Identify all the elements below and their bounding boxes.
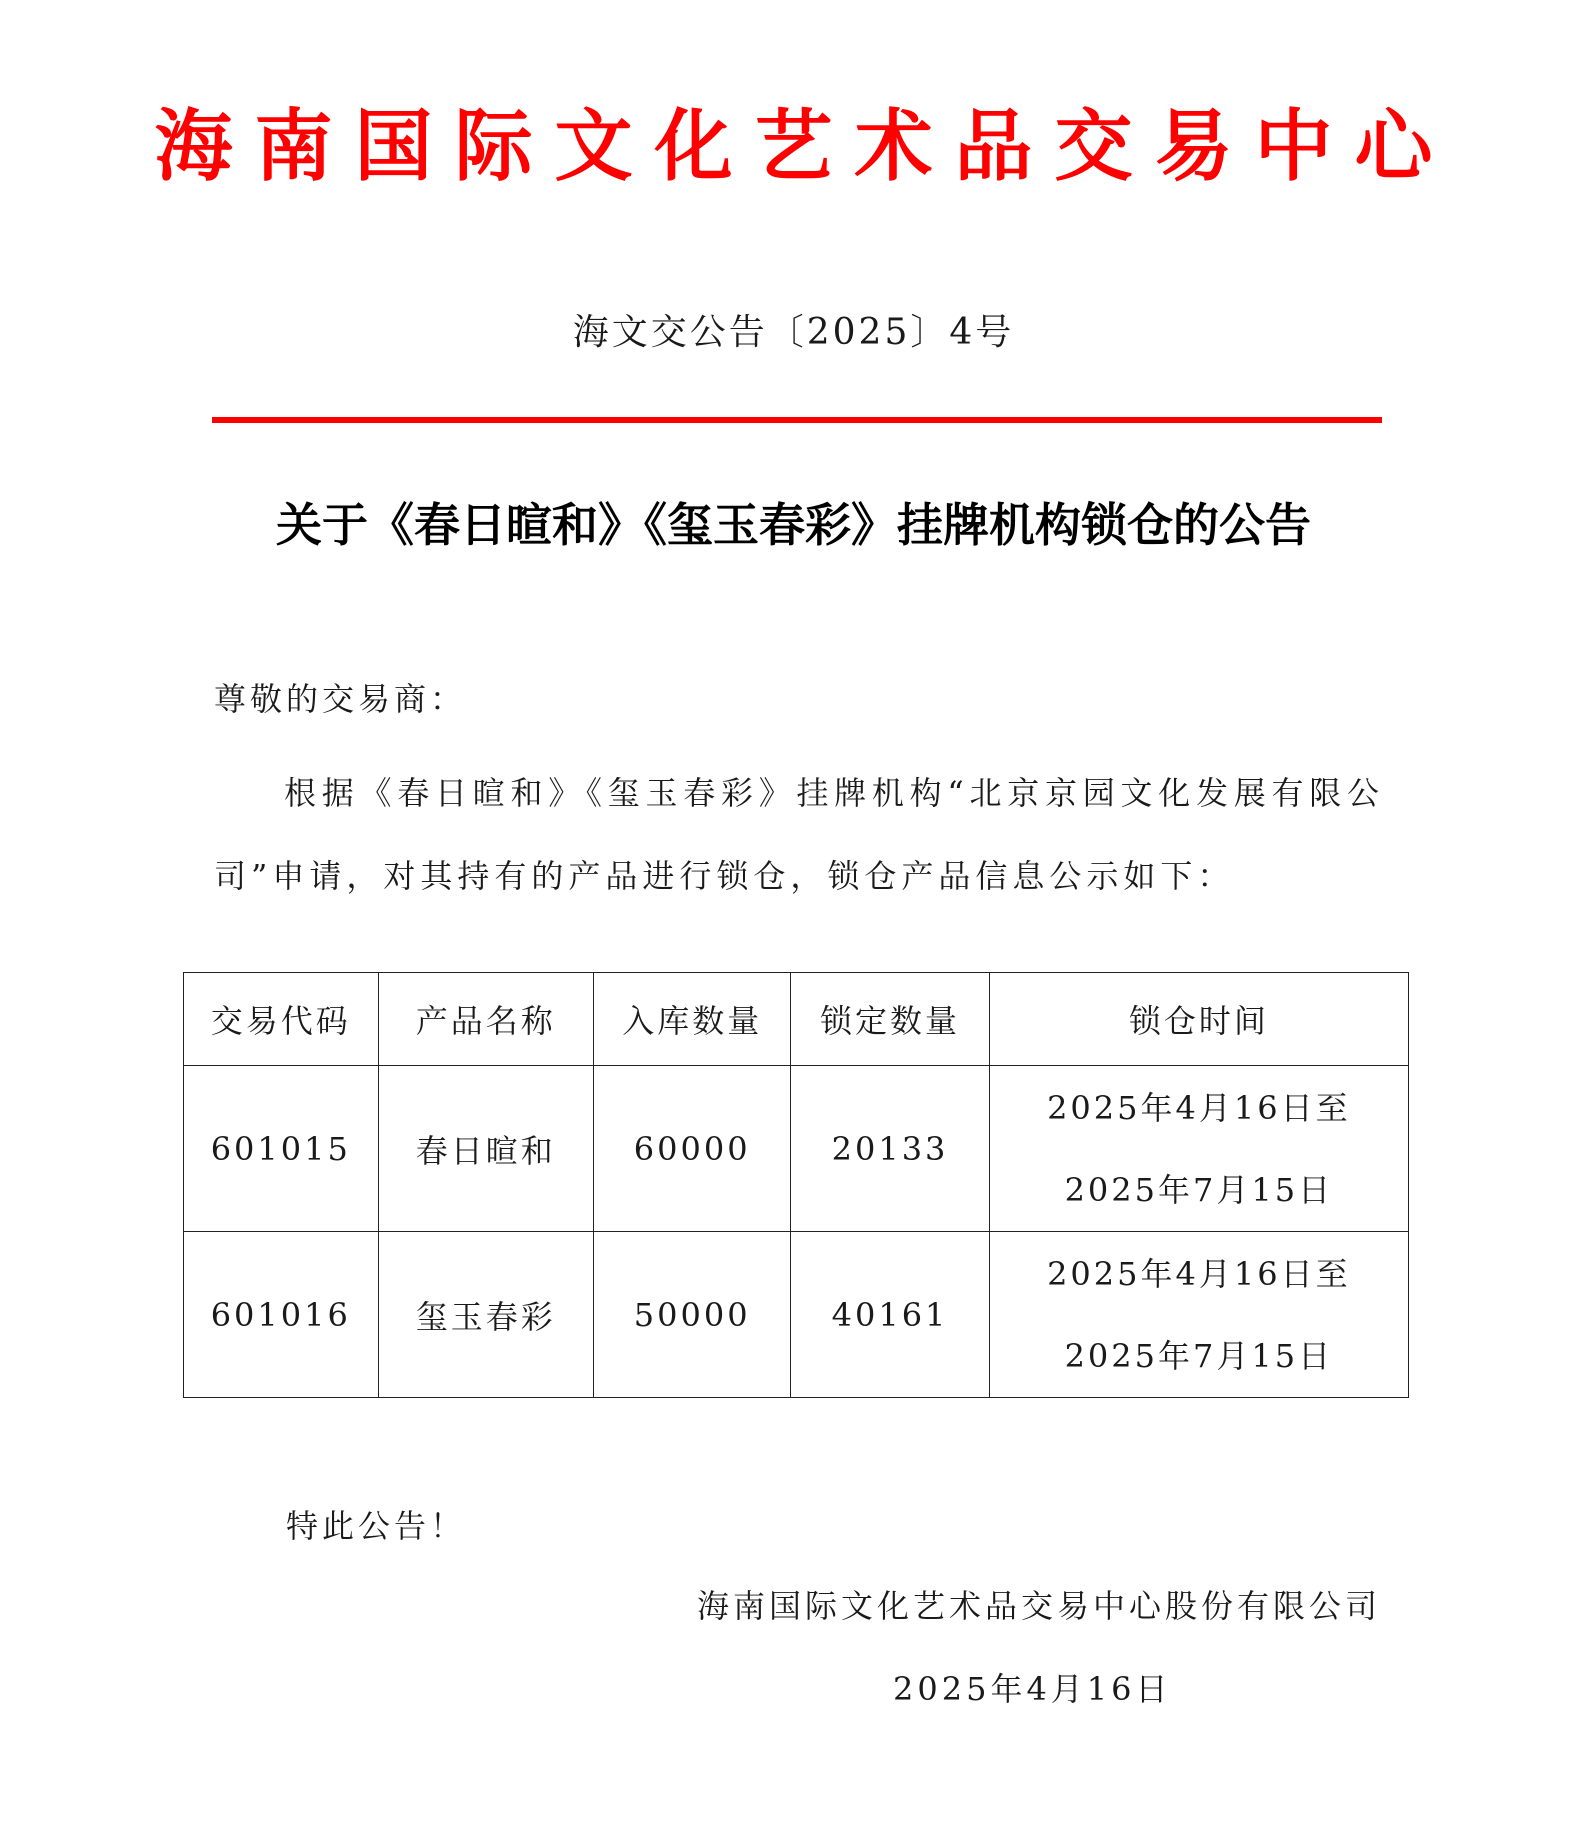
lock-info-table — [183, 972, 1409, 1398]
issuer-name: 海南国际文化艺术品交易中心股份有限公司 — [696, 1587, 1381, 1625]
lock-period-end: 2025年7月15日 — [1064, 1170, 1334, 1209]
closing-statement: 特此公告！ — [286, 1507, 467, 1545]
table-row — [184, 1066, 1409, 1232]
table-header-row — [184, 973, 1409, 1066]
cell-trade-code: 601016 — [184, 1232, 379, 1398]
document-number: 海文交公告〔2025〕4号 — [572, 312, 1015, 353]
cell-locked-quantity: 40161 — [791, 1232, 989, 1398]
table-row — [184, 1232, 1409, 1398]
cell-locked-quantity: 20133 — [791, 1066, 989, 1232]
header-stock-quantity: 入库数量 — [594, 973, 791, 1066]
header-lock-period: 锁仓时间 — [989, 973, 1408, 1066]
notice-title: 关于《春日暄和》《玺玉春彩》挂牌机构锁仓的公告 — [276, 498, 1311, 552]
header-locked-quantity: 锁定数量 — [791, 973, 989, 1066]
cell-lock-period — [989, 1232, 1408, 1398]
body-paragraph: 根据《春日暄和》《玺玉春彩》挂牌机构“北京京园文化发展有限公司”申请，对其持有的产品进行锁仓，锁仓产品信息公示如下： — [214, 774, 1384, 895]
cell-stock-quantity: 50000 — [594, 1232, 791, 1398]
cell-lock-period — [989, 1066, 1408, 1232]
cell-trade-code: 601015 — [184, 1066, 379, 1232]
cell-product-name: 玺玉春彩 — [378, 1232, 593, 1398]
red-divider-rule — [212, 417, 1382, 423]
cell-stock-quantity: 60000 — [594, 1066, 791, 1232]
lock-period-start: 2025年4月16日至 — [1047, 1254, 1351, 1293]
salutation: 尊敬的交易商： — [214, 680, 467, 718]
header-trade-code: 交易代码 — [184, 973, 379, 1066]
lock-period-start: 2025年4月16日至 — [1047, 1088, 1351, 1127]
masthead-title: 海南国际文化艺术品交易中心 — [154, 102, 1455, 192]
header-product-name: 产品名称 — [378, 973, 593, 1066]
issue-date: 2025年4月16日 — [893, 1670, 1172, 1708]
cell-product-name: 春日暄和 — [378, 1066, 593, 1232]
lock-period-end: 2025年7月15日 — [1064, 1336, 1334, 1375]
